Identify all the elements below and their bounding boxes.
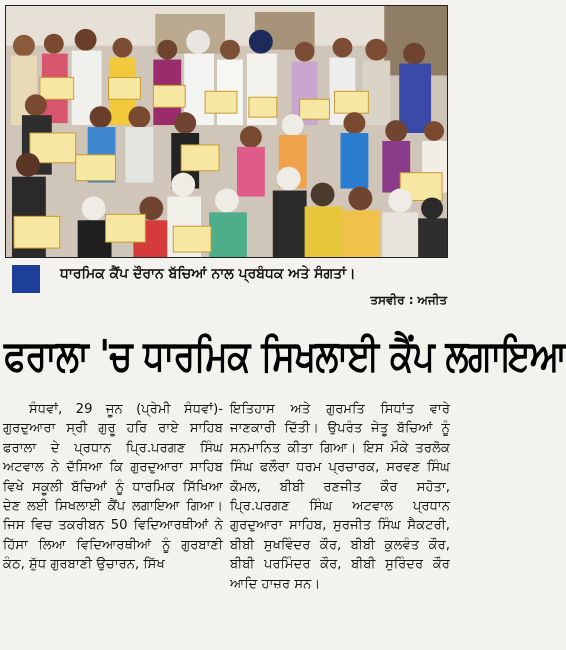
article-body — [3, 400, 450, 648]
news-photo — [5, 5, 448, 258]
caption-text: ਧਾਰਮਿਕ ਕੈਂਪ ਦੌਰਾਨ ਬੱਚਿਆਂ ਨਾਲ ਪ੍ਰਬੰਧਕ ਅਤੇ ਸੰਗਤਾਂ। — [60, 266, 356, 282]
photo-credit-label: ਤਸਵੀਰ : — [370, 293, 414, 307]
group-photo-illustration — [6, 6, 447, 257]
caption-marker-square — [12, 265, 40, 293]
article-paragraph: ਇਤਿਹਾਸ ਅਤੇ ਗੁਰਮਤਿ ਸਿਧਾਂਤ ਵਾਰੇ ਜਾਣਕਾਰੀ ਦਿੱਤੀ। ਉਪਰੰਤ ਜੇਤੂ ਬੱਚਿਆਂ ਨੂੰ ਸਨਮਾਨਿਤ ਕੀਤਾ ਗਿਆ। ਇਸ ਮੌਕੇ ਤਰਲੋਕ ਸਿੰਘ ਫਲੌਰਾ ਧਰਮ ਪ੍ਰਚਾਰਕ, ਸਰਵਣ ਸਿੰਘ ਕੋਮਲ, ਬੀਬੀ ਰਣਜੀਤ ਕੌਰ ਸਹੋਤਾ, ਪ੍ਰਿ.ਪਰਗਣ ਸਿੰਘ ਅਟਵਾਲ ਪ੍ਰਧਾਨ ਗੁਰਦੁਆਰਾ ਸਾਹਿਬ, ਸੁਰਜੀਤ ਸਿੰਘ ਸੈਕਟਰੀ, ਬੀਬੀ ਸੁਖਵਿੰਦਰ ਕੌਰ, ਬੀਬੀ ਕੁਲਵੰਤ ਕੌਰ, ਬੀਬੀ ਪਰਮਿੰਦਰ ਕੌਰ, ਬੀਬੀ ਸੁਰਿੰਦਰ ਕੌਰ ਆਦਿ ਹਾਜ਼ਰ ਸਨ। — [230, 402, 450, 592]
article-column-2 — [230, 400, 450, 648]
photo-caption — [12, 264, 448, 294]
photo-credit — [366, 293, 447, 308]
article-column-1 — [3, 400, 223, 648]
photo-credit-name: ਅਜੀਤ — [417, 293, 447, 307]
headline: ਫਰਾਲਾ 'ਚ ਧਾਰਮਿਕ ਸਿਖਲਾਈ ਕੈਂਪ ਲਗਾਇਆ — [4, 331, 566, 381]
article-paragraph: ਸੰਧਵਾਂ, 29 ਜੂਨ (ਪ੍ਰੇਮੀ ਸੰਧਵਾਂ)- ਗੁਰਦੁਆਰਾ ਸ੍ਰੀ ਗੁਰੂ ਹਰਿ ਰਾਏ ਸਾਹਿਬ ਫਰਾਲਾ ਦੇ ਪ੍ਰਧਾਨ ਪ੍ਰਿ.ਪਰਗਣ ਸਿੰਘ ਅਟਵਾਲ ਨੇ ਦੱਸਿਆ ਕਿ ਗੁਰਦੁਆਰਾ ਸਾਹਿਬ ਵਿਖੇ ਸਕੂਲੀ ਬੱਚਿਆਂ ਨੂੰ ਧਾਰਮਿਕ ਸਿੱਖਿਆ ਦੇਣ ਲਈ ਸਿਖਲਾਈ ਕੈਂਪ ਲਗਾਇਆ ਗਿਆ। ਜਿਸ ਵਿਚ ਤਕਰੀਬਨ 50 ਵਿਦਿਆਰਥੀਆਂ ਨੇ ਹਿੱਸਾ ਲਿਆ ਵਿਦਿਆਰਥੀਆਂ ਨੂੰ ਗੁਰਬਾਣੀ ਕੰਠ, ਸ਼ੁੱਧ ਗੁਰਬਾਣੀ ਉਚਾਰਨ, ਸਿੱਖ — [3, 402, 223, 573]
